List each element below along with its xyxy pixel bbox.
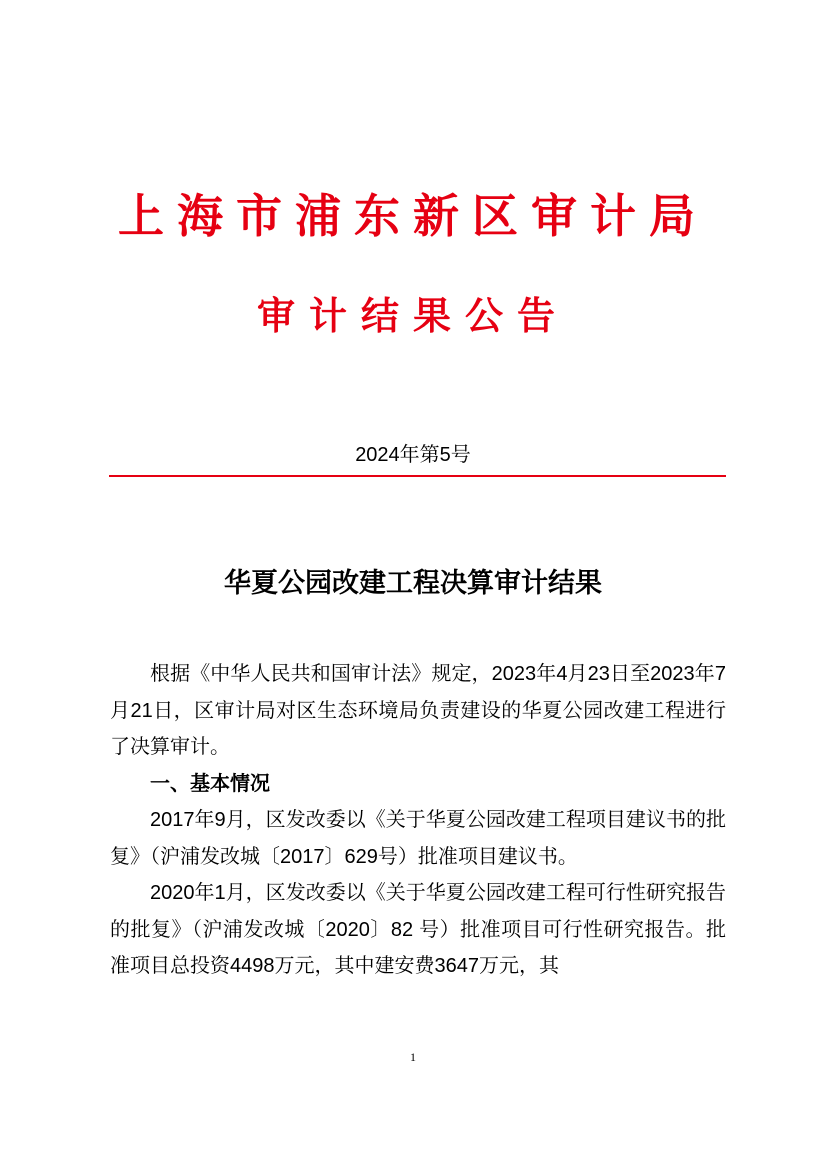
- page-number: 1: [410, 1050, 416, 1064]
- body-paragraph: 2020年1月，区发改委以《关于华夏公园改建工程可行性研究报告的批复》（沪浦发改城〔2020〕82 号）批准项目可行性研究报告。批准项目总投资4498万元，其中建安费3647万元，其: [110, 882, 726, 977]
- section-heading-basic-info: 一、基本情况: [150, 772, 270, 795]
- report-body: [110, 656, 726, 985]
- header-divider: [109, 475, 726, 477]
- agency-title: 上海市浦东新区审计局: [118, 189, 708, 243]
- body-paragraph: 2017年9月，区发改委以《关于华夏公园改建工程项目建议书的批复》（沪浦发改城〔2017〕629号）批准项目建议书。: [110, 809, 726, 868]
- document-number: 2024年第5号: [355, 444, 471, 466]
- document-kind-title: 审计结果公告: [256, 294, 569, 338]
- intro-paragraph: 根据《中华人民共和国审计法》规定，2023年4月23日至2023年7月21日，区审计局对区生态环境局负责建设的华夏公园改建工程进行了决算审计。: [110, 663, 726, 758]
- report-title: 华夏公园改建工程决算审计结果: [224, 568, 602, 599]
